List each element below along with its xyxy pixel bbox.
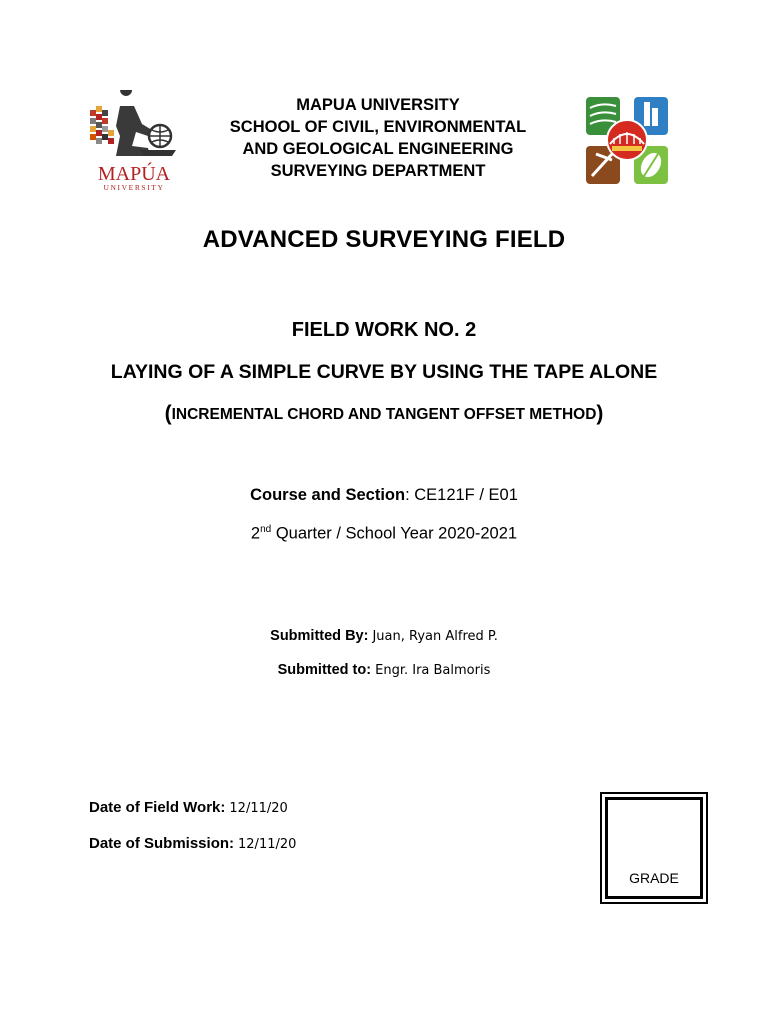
term-text: Quarter / School Year 2020-2021 xyxy=(271,524,518,543)
date-of-field-work-label: Date of Field Work: xyxy=(89,799,226,816)
method-text: INCREMENTAL CHORD AND TANGENT OFFSET METHOD xyxy=(171,406,597,423)
mapua-university-logo xyxy=(86,90,182,194)
submitted-by xyxy=(0,628,768,644)
university-name: MAPUA UNIVERSITY xyxy=(296,96,460,114)
school-name-line-2: AND GEOLOGICAL ENGINEERING xyxy=(242,140,514,158)
field-work-title: LAYING OF A SIMPLE CURVE BY USING THE TAPE ALONE xyxy=(110,361,658,383)
field-work-number: FIELD WORK NO. 2 xyxy=(291,319,477,341)
submitted-by-value: Juan, Ryan Alfred P. xyxy=(372,629,498,644)
institution-header xyxy=(190,94,566,182)
grade-box xyxy=(600,792,708,904)
submitted-to-value: Engr. Ira Balmoris xyxy=(375,663,491,678)
grade-label: GRADE xyxy=(629,870,679,886)
cege-department-logo xyxy=(582,94,674,188)
submitted-by-label: Submitted By: xyxy=(270,628,369,644)
date-of-field-work-value: 12/11/20 xyxy=(229,801,288,816)
submitted-to-label: Submitted to: xyxy=(277,662,372,678)
date-of-submission xyxy=(89,835,296,852)
mapua-logo-subtext: UNIVERSITY xyxy=(103,183,165,192)
term-number: 2 xyxy=(250,524,261,543)
document-title: ADVANCED SURVEYING FIELD xyxy=(202,226,566,253)
school-name-line-1: SCHOOL OF CIVIL, ENVIRONMENTAL xyxy=(229,118,527,136)
term-suffix: nd xyxy=(260,524,272,535)
field-work-method xyxy=(0,402,768,426)
method-open-paren: ( xyxy=(164,402,172,425)
cege-emblem-icon xyxy=(582,94,674,188)
date-of-submission-value: 12/11/20 xyxy=(238,837,297,852)
submitted-to xyxy=(0,662,768,678)
course-and-section xyxy=(0,486,768,505)
course-label: Course and Section xyxy=(250,486,406,504)
date-of-submission-label: Date of Submission: xyxy=(89,835,235,852)
course-value: : CE121F / E01 xyxy=(405,486,518,504)
date-of-field-work xyxy=(89,799,288,816)
term-line xyxy=(0,524,768,544)
grade-box-inner-border xyxy=(605,797,703,899)
method-close-paren: ) xyxy=(596,402,604,425)
mapua-logo-text: MAPÚA xyxy=(97,163,171,185)
department-name: SURVEYING DEPARTMENT xyxy=(270,162,486,180)
mapua-emblem-icon xyxy=(86,90,182,194)
